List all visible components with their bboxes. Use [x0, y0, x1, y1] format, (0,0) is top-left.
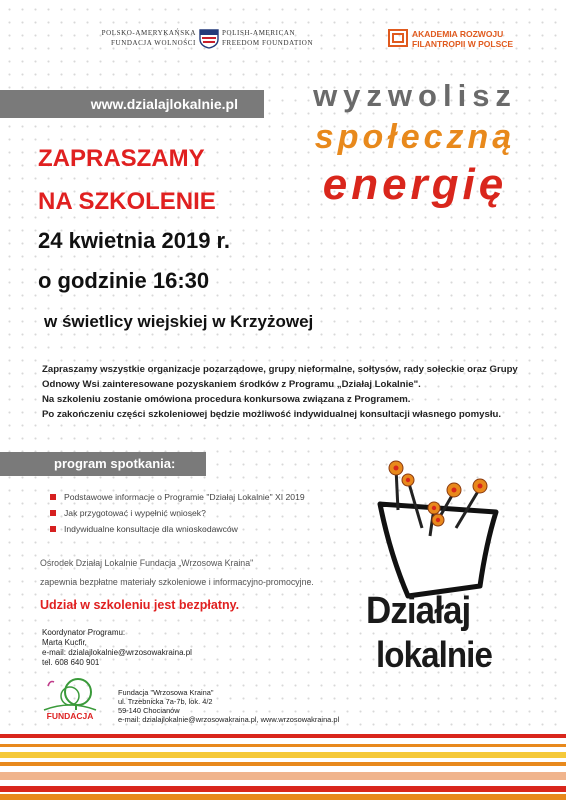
- description-line: Odnowy Wsi zainteresowane pozyskaniem środków z Programu „Działaj Lokalnie".: [42, 379, 421, 390]
- foundation-contact[interactable]: e-mail: dzialajlokalnie@wrzosowakraina.pl, www.wrzosowakraina.pl: [118, 715, 340, 724]
- coordinator-info: Koordynator Programu: Marta Kucfir, e-mail: dzialajlokalnie@wrzosowakraina.pl tel. 608 640 901: [42, 628, 192, 667]
- brand-logo-line-1: Działaj: [366, 590, 471, 632]
- url-banner: [0, 90, 264, 118]
- invitation-line-2: NA SZKOLENIE: [38, 188, 216, 215]
- program-title: program spotkania:: [54, 456, 176, 471]
- foundation-logo-label: FUNDACJA: [46, 711, 94, 721]
- pafw-name-en: POLISH-AMERICAN FREEDOM FOUNDATION: [222, 29, 314, 47]
- pafw-name-pl: POLSKO-AMERYKAŃSKA FUNDACJA WOLNOŚCI: [101, 29, 196, 47]
- description-line: Po zakończeniu części szkoleniowej będzie możliwość indywidualnej konsultacji własnego pomysłu.: [42, 409, 502, 420]
- program-banner: [0, 452, 206, 476]
- program-list: [50, 489, 370, 537]
- invitation-line-1: ZAPRASZAMY: [38, 145, 205, 172]
- website-link[interactable]: www.dzialajlokalnie.pl: [90, 96, 238, 112]
- coordinator-phone: tel. 608 640 901: [42, 658, 100, 667]
- arfp-name: AKADEMIA ROZWOJU FILANTROPII W POLSCE: [412, 29, 514, 49]
- bottom-stripes: [0, 734, 566, 800]
- description-line: Na szkoleniu zostanie omówiona procedura konkursowa związana z Programem.: [42, 394, 411, 405]
- osrodek-info: Ośrodek Działaj Lokalnie Fundacja „Wrzosowa Kraina" zapewnia bezpłatne materiały szkoleniowe i informacyjno-promocyjne.: [40, 558, 314, 587]
- brand-logo-line-2: lokalnie: [376, 634, 492, 675]
- slogan-line-2: społeczną: [314, 118, 516, 156]
- slogan-line-1: wyzwolisz: [313, 78, 517, 113]
- event-time: o godzinie 16:30: [38, 268, 210, 293]
- description: [42, 362, 552, 422]
- slogan-line-3: energię: [322, 160, 508, 209]
- list-item: Indywidualne konsultacje dla wnioskodawców: [50, 521, 370, 537]
- free-note: Udział w szkoleniu jest bezpłatny.: [40, 598, 240, 612]
- event-date: 24 kwietnia 2019 r.: [38, 228, 231, 253]
- list-item: Jak przygotować i wypełnić wniosek?: [50, 505, 370, 521]
- foundation-address: Fundacja "Wrzosowa Kraina" ul. Trzebnicka 7a-7b, lok. 4/2 59-140 Chocianów e-mail: dzialajlokalnie@wrzosowakraina.pl, www.wrzosowakraina.pl: [118, 688, 340, 724]
- pafw-shield-icon: [198, 27, 220, 49]
- description-line: Zapraszamy wszystkie organizacje pozarządowe, grupy nieformalne, sołtysów, rady sołeckie oraz Grupy: [42, 364, 518, 375]
- event-place: w świetlicy wiejskiej w Krzyżowej: [44, 312, 314, 331]
- coordinator-email[interactable]: e-mail: dzialajlokalnie@wrzosowakraina.pl: [42, 648, 192, 657]
- list-item: Podstawowe informacje o Programie "Działaj Lokalnie" XI 2019: [50, 489, 370, 505]
- arfp-logo-icon: [388, 29, 408, 47]
